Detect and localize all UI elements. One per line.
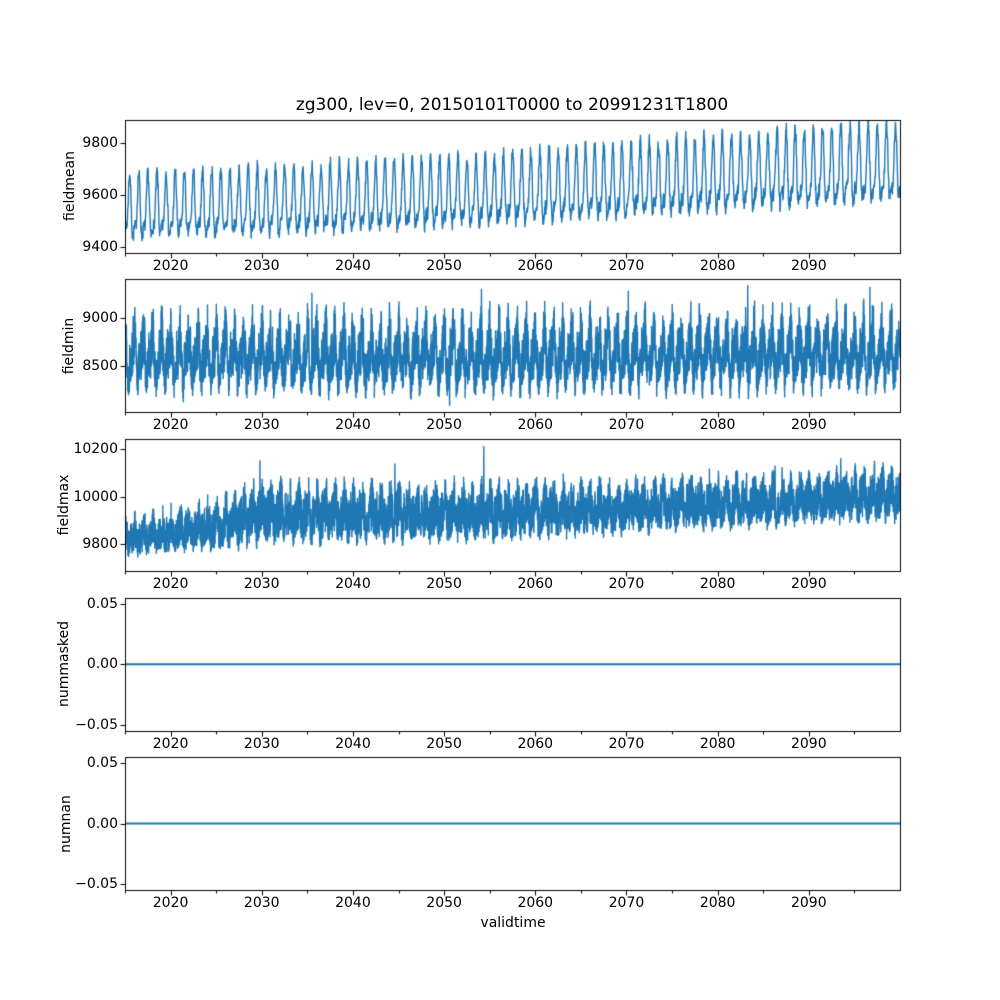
x-tick-label: 2020 (152, 735, 189, 752)
y-tick-label: 9800 (82, 135, 118, 152)
y-tick-label: 10000 (73, 488, 118, 505)
y-tick-label: 9800 (82, 536, 118, 553)
x-tick-label: 2020 (152, 257, 189, 274)
x-tick-label: 2060 (517, 576, 554, 593)
x-tick-label: 2040 (335, 257, 371, 274)
x-tick-label: 2070 (608, 735, 645, 752)
x-tick-label: 2060 (517, 417, 554, 434)
x-tick-label: 2070 (608, 895, 645, 911)
y-tick-label: 9000 (82, 310, 118, 327)
x-tick-label: 2050 (426, 257, 462, 274)
y-tick-label: 9400 (82, 238, 118, 255)
x-tick-label: 2030 (243, 735, 280, 752)
x-tick-label: 2020 (152, 895, 189, 911)
x-tick-label: 2040 (335, 576, 371, 593)
ylabel-numnan: numnan (58, 795, 74, 853)
x-tick-label: 2030 (243, 895, 280, 911)
y-tick-label: 10200 (73, 441, 118, 458)
x-tick-label: 2070 (608, 257, 645, 274)
x-tick-label: 2070 (608, 576, 645, 593)
x-tick-label: 2080 (699, 735, 736, 752)
y-tick-label: 0.00 (86, 656, 118, 673)
ylabel-fieldmax: fieldmax (56, 474, 72, 536)
x-tick-label: 2030 (243, 417, 280, 434)
y-tick-label: 0.05 (86, 595, 118, 612)
x-tick-label: 2050 (426, 735, 462, 752)
x-tick-label: 2080 (699, 576, 736, 593)
x-tick-label: 2090 (790, 257, 827, 274)
y-tick-label: −0.05 (75, 716, 118, 733)
x-tick-label: 2060 (517, 257, 554, 274)
x-tick-label: 2030 (243, 257, 280, 274)
x-tick-label: 2020 (152, 576, 189, 593)
x-tick-label: 2080 (699, 417, 736, 434)
x-tick-label: 2080 (699, 895, 736, 911)
x-tick-label: 2020 (152, 417, 189, 434)
x-tick-label: 2090 (790, 417, 827, 434)
y-tick-label: 9600 (82, 187, 118, 204)
x-tick-label: 2070 (608, 417, 645, 434)
x-tick-label: 2050 (426, 576, 462, 593)
x-tick-label: 2040 (335, 895, 371, 911)
figure-title: zg300, lev=0, 20150101T0000 to 20991231T1800 (295, 95, 729, 115)
x-tick-label: 2090 (790, 895, 827, 911)
x-axis-label: validtime (480, 915, 546, 931)
x-tick-label: 2040 (335, 735, 371, 752)
y-tick-label: 0.00 (86, 815, 118, 832)
ylabel-fieldmean: fieldmean (62, 151, 78, 221)
y-tick-label: −0.05 (75, 875, 118, 892)
x-tick-label: 2090 (790, 735, 827, 752)
x-tick-label: 2050 (426, 417, 462, 434)
y-tick-label: 8500 (82, 358, 118, 375)
x-tick-label: 2060 (517, 735, 554, 752)
x-tick-label: 2080 (699, 257, 736, 274)
x-tick-label: 2030 (243, 576, 280, 593)
x-tick-label: 2060 (517, 895, 554, 911)
x-tick-label: 2090 (790, 576, 827, 593)
y-tick-label: 0.05 (86, 755, 118, 772)
ylabel-nummasked: nummasked (56, 620, 72, 708)
x-tick-label: 2040 (335, 417, 371, 434)
x-tick-label: 2050 (426, 895, 462, 911)
ylabel-fieldmin: fieldmin (61, 317, 77, 375)
